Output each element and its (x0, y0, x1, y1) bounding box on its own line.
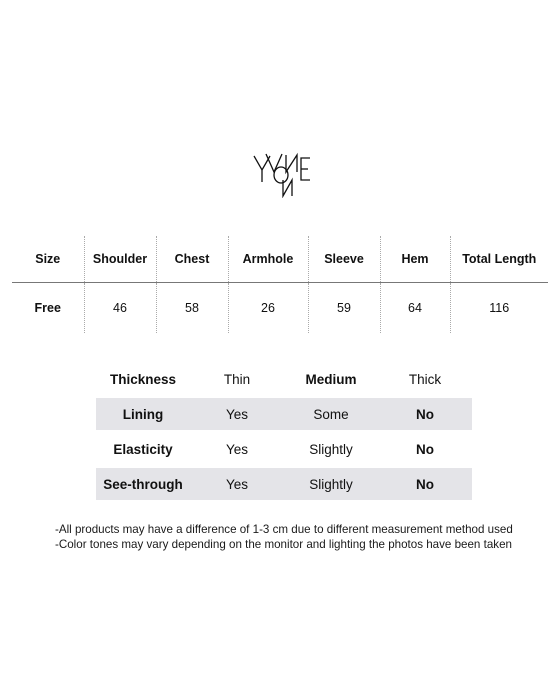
fabric-option-selected: No (378, 398, 472, 430)
fabric-option: Thin (223, 371, 251, 387)
note-color: -Color tones may vary depending on the monitor and lighting the photos have been taken (55, 538, 512, 551)
header-total-length: Total Length (450, 236, 548, 283)
fabric-row-thickness (96, 363, 472, 395)
chest-value: 58 (156, 283, 228, 334)
fabric-label: Thickness (109, 371, 177, 387)
size-value: Free (34, 301, 61, 315)
fabric-label: See-through (96, 468, 190, 500)
fabric-option: Yes (190, 398, 284, 430)
hem-value: 64 (380, 283, 450, 334)
note-measurement: -All products may have a difference of 1-3 cm due to different measurement method used (55, 523, 513, 536)
header-chest: Chest (156, 236, 228, 283)
yvonne-monogram-logo-icon (250, 150, 320, 198)
fabric-option: Slightly (309, 441, 353, 457)
fabric-info-table (96, 360, 472, 503)
fabric-option: Thick (408, 371, 442, 387)
header-shoulder: Shoulder (84, 236, 156, 283)
fabric-option: Yes (225, 441, 249, 457)
header-sleeve: Sleeve (308, 236, 380, 283)
disclaimer-notes (55, 522, 545, 552)
fabric-option-selected: No (378, 468, 472, 500)
fabric-row-see-through (96, 468, 472, 500)
fabric-option: Some (284, 398, 378, 430)
size-chart-header-row (12, 236, 548, 283)
total-length-value: 116 (450, 283, 548, 334)
fabric-option-selected: Medium (305, 371, 357, 387)
fabric-row-elasticity (96, 433, 472, 465)
header-armhole: Armhole (228, 236, 308, 283)
header-hem: Hem (380, 236, 450, 283)
fabric-option: Yes (190, 468, 284, 500)
size-chart-row (12, 283, 548, 334)
armhole-value: 26 (228, 283, 308, 334)
header-size: Size (12, 236, 84, 283)
fabric-option: Slightly (284, 468, 378, 500)
fabric-row-lining (96, 398, 472, 430)
brand-logo (250, 150, 320, 198)
sleeve-value: 59 (308, 283, 380, 334)
size-chart-table (12, 236, 548, 333)
fabric-label: Lining (96, 398, 190, 430)
shoulder-value: 46 (84, 283, 156, 334)
fabric-label: Elasticity (113, 441, 173, 457)
fabric-option-selected: No (416, 441, 434, 457)
